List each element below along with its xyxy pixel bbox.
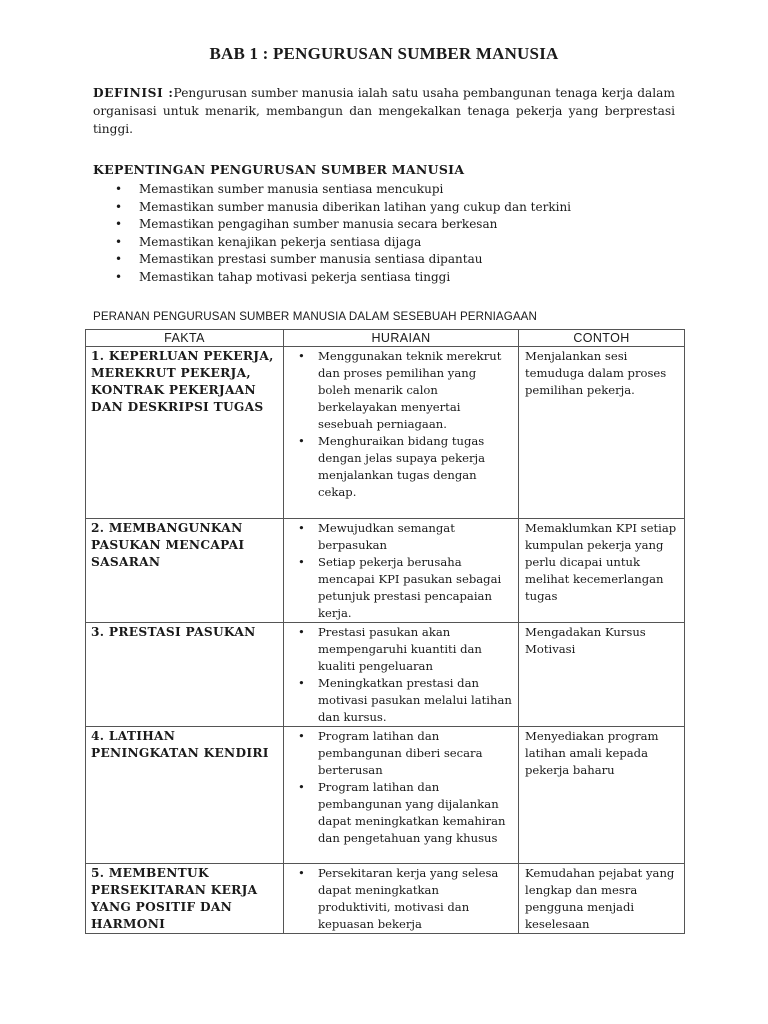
bullet-icon: • <box>115 217 123 232</box>
list-item-text: Memastikan sumber manusia sentiasa mencukupi <box>139 182 444 196</box>
definition-text: Pengurusan sumber manusia ialah satu usaha pembangunan tenaga kerja dalam organisasi untuk menarik, membangun dan mengekalkan tenaga pekerja yang berprestasi tinggi. <box>93 86 675 137</box>
table-header-row <box>86 330 685 347</box>
bullet-icon: • <box>298 676 305 690</box>
huraian-text: Program latihan dan pembangunan diberi secara berterusan <box>318 729 483 777</box>
huraian-text: Meningkatkan prestasi dan motivasi pasukan melalui latihan dan kursus. <box>318 676 512 724</box>
huraian-cell <box>284 864 519 934</box>
huraian-cell <box>284 727 519 864</box>
fakta-cell: 4. LATIHAN PENINGKATAN KENDIRI <box>86 727 284 864</box>
table-row <box>86 519 685 623</box>
huraian-cell <box>284 519 519 623</box>
huraian-text: Persekitaran kerja yang selesa dapat meningkatkan produktiviti, motivasi dan kepuasan bekerja <box>318 866 499 931</box>
contoh-cell: Menyediakan program latihan amali kepada pekerja baharu <box>519 727 685 864</box>
contoh-cell: Kemudahan pejabat yang lengkap dan mesra pengguna menjadi keselesaan <box>519 864 685 934</box>
column-header-huraian: HURAIAN <box>284 330 519 347</box>
definition-paragraph <box>93 84 675 139</box>
bullet-icon: • <box>115 182 123 196</box>
list-item <box>93 181 571 199</box>
fakta-cell: 1. KEPERLUAN PEKERJA, MEREKRUT PEKERJA, KONTRAK PEKERJAAN DAN DESKRIPSI TUGAS <box>86 347 284 519</box>
bullet-icon: • <box>115 199 123 214</box>
huraian-item <box>284 348 518 433</box>
huraian-item <box>284 779 518 847</box>
huraian-text: Mewujudkan semangat berpasukan <box>318 521 455 552</box>
list-item-text: Memastikan pengagihan sumber manusia secara berkesan <box>139 217 498 232</box>
column-header-fakta: FAKTA <box>86 330 284 347</box>
bullet-icon: • <box>298 434 305 448</box>
contoh-cell: Menjalankan sesi temuduga dalam proses pemilihan pekerja. <box>519 347 685 519</box>
table-row <box>86 347 685 519</box>
bullet-icon: • <box>298 866 305 880</box>
bullet-icon: • <box>298 625 305 639</box>
list-item-text: Memastikan sumber manusia diberikan latihan yang cukup dan terkini <box>139 199 572 214</box>
list-item <box>93 234 571 252</box>
fakta-cell: 2. MEMBANGUNKAN PASUKAN MENCAPAI SASARAN <box>86 519 284 623</box>
bullet-icon: • <box>298 349 305 363</box>
contoh-cell: Memaklumkan KPI setiap kumpulan pekerja yang perlu dicapai untuk melihat kecemerlangan tugas <box>519 519 685 623</box>
table-row <box>86 623 685 727</box>
bullet-icon: • <box>298 780 305 794</box>
importance-heading: KEPENTINGAN PENGURUSAN SUMBER MANUSIA <box>93 162 465 177</box>
list-item <box>93 216 571 234</box>
huraian-cell <box>284 623 519 727</box>
bullet-icon: • <box>298 555 305 569</box>
huraian-text: Setiap pekerja berusaha mencapai KPI pasukan sebagai petunjuk prestasi pencapaian kerja. <box>318 555 502 620</box>
table-row <box>86 727 685 864</box>
list-item <box>93 269 571 287</box>
huraian-item <box>284 624 518 675</box>
huraian-item <box>284 865 518 933</box>
column-header-contoh: CONTOH <box>519 330 685 347</box>
definition-label: DEFINISI : <box>93 86 174 100</box>
roles-heading: PERANAN PENGURUSAN SUMBER MANUSIA DALAM SESEBUAH PERNIAGAAN <box>93 310 537 323</box>
list-item-text: Memastikan kenajikan pekerja sentiasa dijaga <box>139 234 422 249</box>
bullet-icon: • <box>298 729 305 743</box>
bullet-icon: • <box>298 521 305 535</box>
list-item-text: Memastikan tahap motivasi pekerja sentiasa tinggi <box>139 269 451 284</box>
contoh-cell: Mengadakan Kursus Motivasi <box>519 623 685 727</box>
bullet-icon: • <box>115 252 123 267</box>
huraian-item <box>284 554 518 622</box>
fakta-cell: 5. MEMBENTUK PERSEKITARAN KERJA YANG POSITIF DAN HARMONI <box>86 864 284 934</box>
list-item-text: Memastikan prestasi sumber manusia sentiasa dipantau <box>139 252 483 267</box>
huraian-item <box>284 675 518 726</box>
huraian-cell <box>284 347 519 519</box>
huraian-item <box>284 433 518 501</box>
importance-list <box>93 181 571 287</box>
huraian-text: Prestasi pasukan akan mempengaruhi kuantiti dan kualiti pengeluaran <box>318 625 482 673</box>
huraian-item <box>284 520 518 554</box>
list-item <box>93 199 571 217</box>
bullet-icon: • <box>115 234 123 249</box>
page-title: BAB 1 : PENGURUSAN SUMBER MANUSIA <box>209 44 559 63</box>
table-row <box>86 864 685 934</box>
roles-table <box>85 329 685 934</box>
huraian-text: Program latihan dan pembangunan yang dijalankan dapat meningkatkan kemahiran dan pengetahuan yang khusus <box>318 780 506 845</box>
list-item <box>93 251 571 269</box>
bullet-icon: • <box>115 269 123 284</box>
huraian-item <box>284 728 518 779</box>
huraian-text: Menggunakan teknik merekrut dan proses pemilihan yang boleh menarik calon berkelayakan menyertai sesebuah perniagaan. <box>318 349 502 431</box>
huraian-text: Menghuraikan bidang tugas dengan jelas supaya pekerja menjalankan tugas dengan cekap. <box>318 434 486 499</box>
fakta-cell: 3. PRESTASI PASUKAN <box>86 623 284 727</box>
